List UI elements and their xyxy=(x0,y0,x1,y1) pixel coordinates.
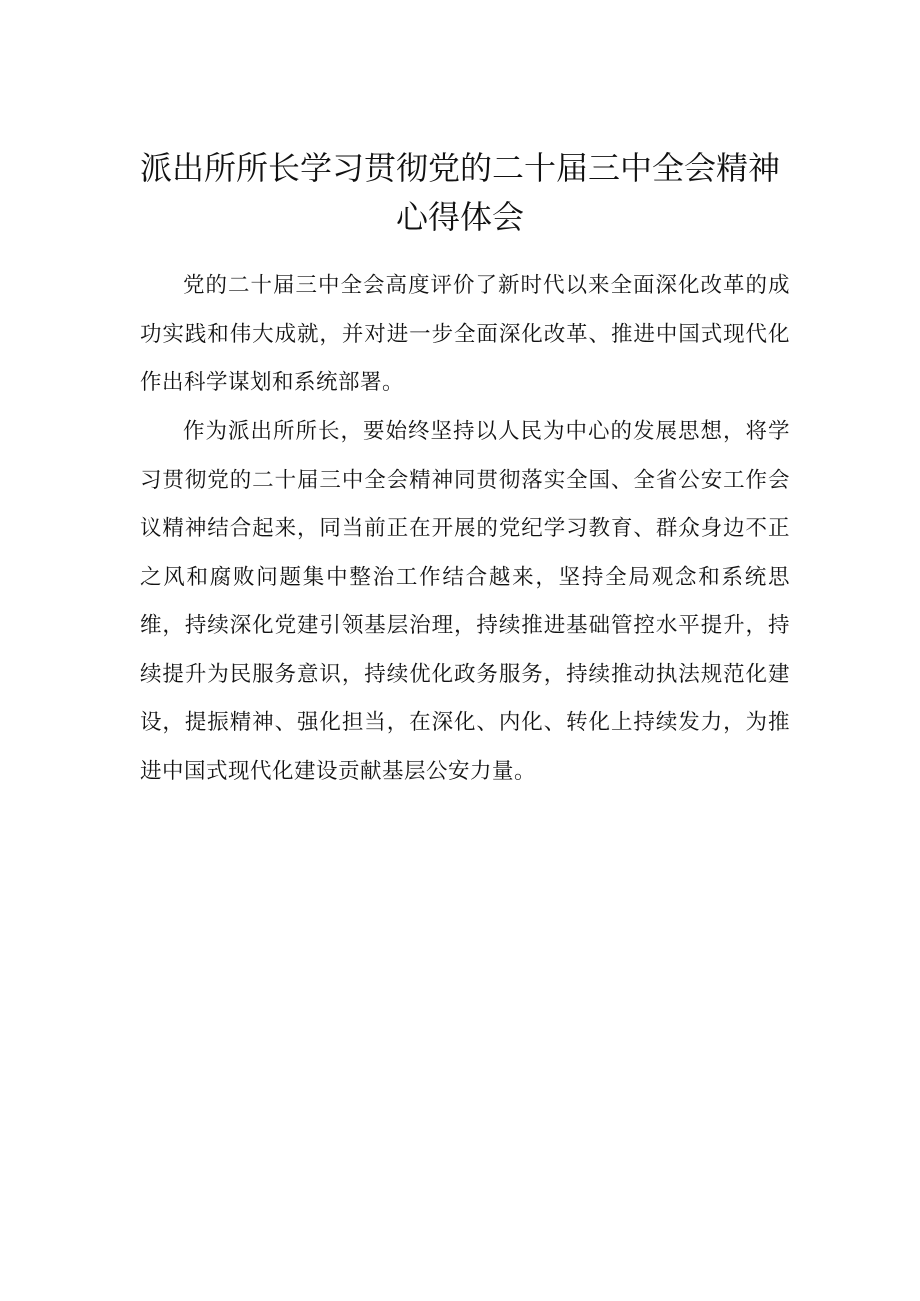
body-paragraph-1: 党的二十届三中全会高度评价了新时代以来全面深化改革的成功实践和伟大成就，并对进一步全面深化改革、推进中国式现代化作出科学谋划和系统部署。 xyxy=(140,273,790,395)
body-paragraph-2: 作为派出所所长，要始终坚持以人民为中心的发展思想，将学习贯彻党的二十届三中全会精神同贯彻落实全国、全省公安工作会议精神结合起来，同当前正在开展的党纪学习教育、群众身边不正之风和腐败问题集中整治工作结合越来，坚持全局观念和系统思维，持续深化党建引领基层治理，持续推进基础管控水平提升，持续提升为民服务意识，持续优化政务服务，持续推动执法规范化建设，提振精神、强化担当，在深化、内化、转化上持续发力，为推进中国式现代化建设贡献基层公安力量。 xyxy=(140,419,790,784)
document-title-line-2: 心得体会 xyxy=(395,198,524,236)
document-title-line-1: 派出所所长学习贯彻党的二十届三中全会精神 xyxy=(139,149,780,187)
